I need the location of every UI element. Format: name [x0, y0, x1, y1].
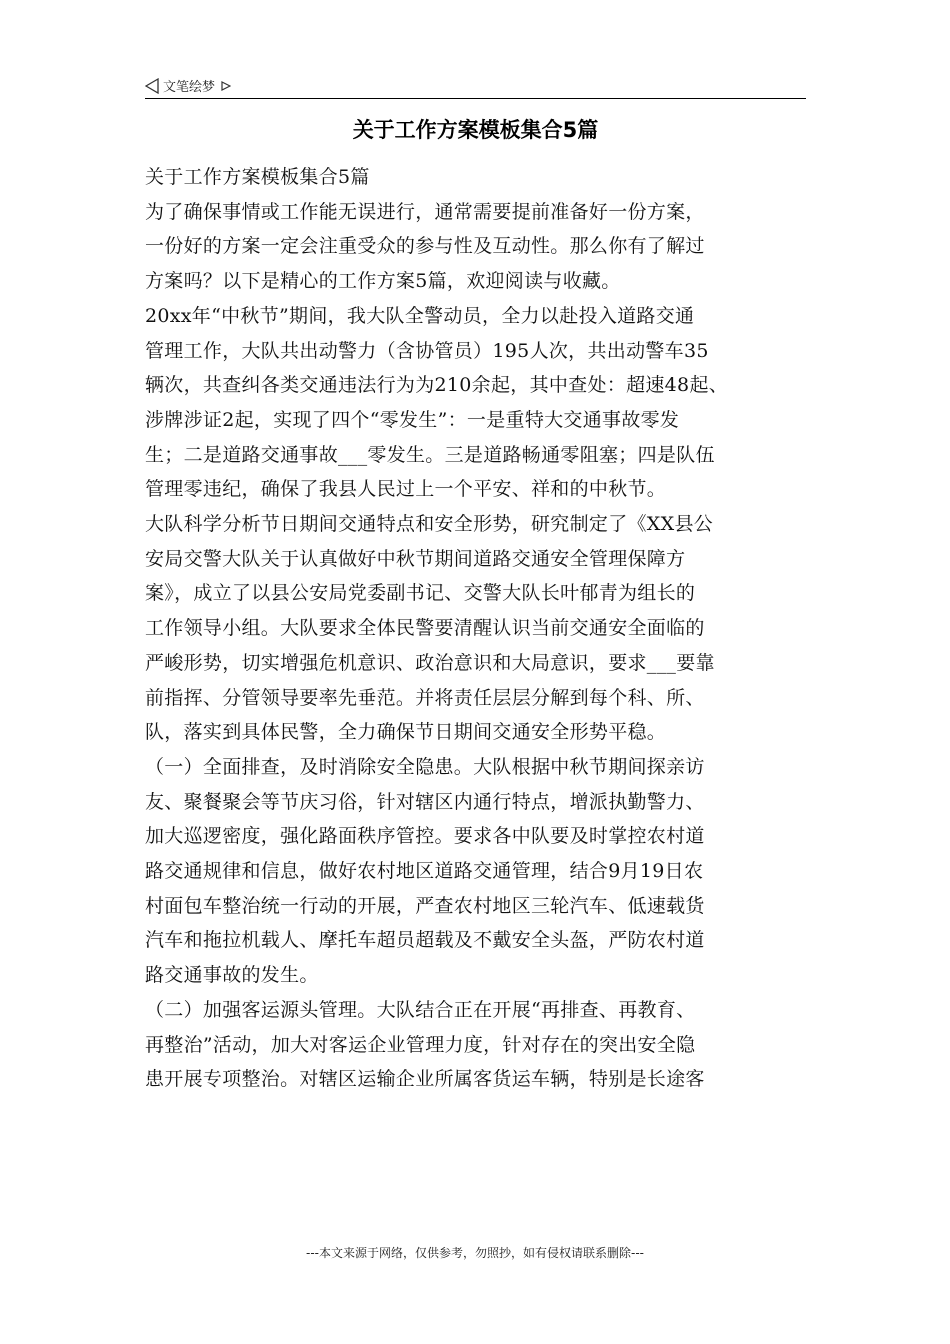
body-line: 为了确保事情或工作能无误进行，通常需要提前准备好一份方案， — [145, 200, 705, 223]
body-line: 关于工作方案模板集合5篇 — [145, 166, 370, 188]
body-line: 涉牌涉证2起，实现了四个“零发生”：一是重特大交通事故零发 — [145, 408, 680, 431]
document-title: 关于工作方案模板集合5篇 — [352, 118, 599, 142]
body-line: 20xx年“中秋节”期间，我大队全警动员，全力以赴投入道路交通 — [145, 304, 695, 327]
body-line: 大队科学分析节日期间交通特点和安全形势，研究制定了《XX县公 — [145, 513, 714, 536]
body-line: 路交通事故的发生。 — [145, 964, 319, 987]
body-line: 生；二是道路交通事故___零发生。三是道路畅通零阻塞；四是队伍 — [145, 443, 715, 466]
triangle-left-icon — [145, 78, 159, 94]
body-line: 安局交警大队关于认真做好中秋节期间道路交通安全管理保障方 — [145, 547, 686, 570]
body-line: 队，落实到具体民警，全力确保节日期间交通安全形势平稳。 — [145, 721, 667, 744]
body-line: 辆次，共查纠各类交通违法行为为210余起，其中查处：超速48起、 — [145, 374, 729, 397]
body-line: 再整治”活动，加大对客运企业管理力度，针对存在的突出安全隐 — [145, 1033, 696, 1056]
body-line: 管理零违纪，确保了我县人民过上一个平安、祥和的中秋节。 — [145, 478, 667, 501]
footer-disclaimer: ---本文来源于网络，仅供参考，勿照抄，如有侵权请联系删除--- — [306, 1246, 644, 1260]
body-line: 管理工作，大队共出动警力（含协管员）195人次，共出动警车35 — [145, 339, 709, 362]
body-line: 路交通规律和信息，做好农村地区道路交通管理，结合9月19日农 — [145, 860, 704, 883]
triangle-right-icon — [221, 81, 231, 91]
brand-text: 文笔绘梦 — [163, 80, 216, 95]
body-line: 案》，成立了以县公安局党委副书记、交警大队长叶郁青为组长的 — [145, 582, 696, 605]
body-line: （一）全面排查，及时消除安全隐患。大队根据中秋节期间探亲访 — [145, 755, 705, 778]
body-line: 汽车和拖拉机载人、摩托车超员超载及不戴安全头盔，严防农村道 — [145, 929, 705, 952]
brand — [145, 76, 231, 95]
body-line: 前指挥、分管领导要率先垂范。并将责任层层分解到每个科、所、 — [145, 686, 705, 709]
body-line: 方案吗？以下是精心的工作方案5篇，欢迎阅读与收藏。 — [145, 270, 621, 293]
body-line: 严峻形势，切实增强危机意识、政治意识和大局意识，要求___要靠 — [145, 651, 715, 674]
body-line: 一份好的方案一定会注重受众的参与性及互动性。那么你有了解过 — [145, 235, 705, 258]
body-line: 村面包车整治统一行动的开展，严查农村地区三轮汽车、低速载货 — [145, 894, 705, 917]
body-line: 加大巡逻密度，强化路面秩序管控。要求各中队要及时掌控农村道 — [145, 825, 705, 848]
body-line: 患开展专项整治。对辖区运输企业所属客货运车辆，特别是长途客 — [145, 1068, 705, 1091]
document-body — [145, 160, 815, 1097]
page-header — [145, 74, 806, 99]
body-line: 工作领导小组。大队要求全体民警要清醒认识当前交通安全面临的 — [145, 617, 705, 640]
body-line: 友、聚餐聚会等节庆习俗，针对辖区内通行特点，增派执勤警力、 — [145, 790, 705, 813]
body-line: （二）加强客运源头管理。大队结合正在开展“再排查、再教育、 — [145, 998, 696, 1021]
